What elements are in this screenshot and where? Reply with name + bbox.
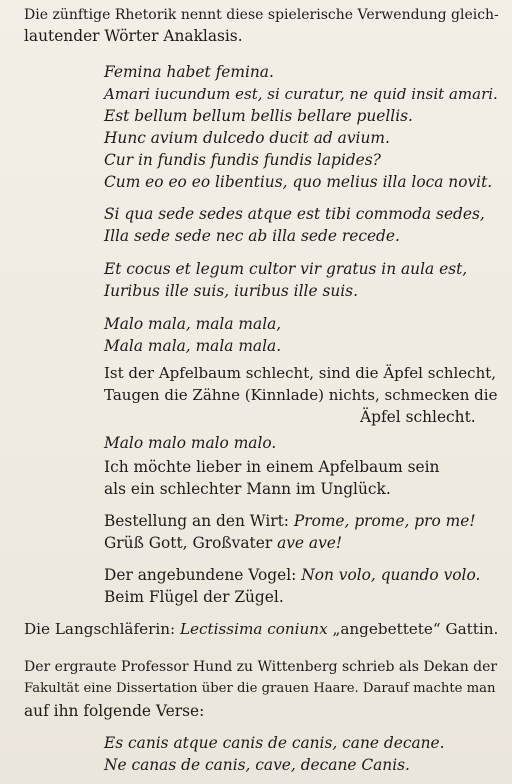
verse-line: Amari iucundum est, si curatur, ne quid insit amari. xyxy=(104,85,498,103)
verse-line: Ich möchte lieber in einem Apfelbaum sein xyxy=(104,458,440,476)
intro-line-1: Die zünftige Rhetorik nennt diese spielerische Verwendung gleich- xyxy=(24,7,499,23)
verse-line: Mala mala, mala mala. xyxy=(104,337,282,355)
langschlaeferin-suffix: „angebettete“ Gattin. xyxy=(327,620,499,638)
verse-line: Äpfel schlecht. xyxy=(360,408,476,426)
vogel-latin: Non volo, quando volo. xyxy=(301,566,481,584)
intro-line-2: lautender Wörter Anaklasis. xyxy=(24,27,243,45)
verse-line: Illa sede sede nec ab illa sede recede. xyxy=(104,227,400,245)
paragraph-line: Fakultät eine Dissertation über die grauen Haare. Darauf machte man xyxy=(24,681,496,696)
verse-line: Et cocus et legum cultor vir gratus in aula est, xyxy=(104,260,468,278)
verse-line: Malo malo malo malo. xyxy=(104,434,277,452)
verse-line: Si qua sede sedes atque est tibi commoda sedes, xyxy=(104,205,485,223)
wirt-line2-latin: ave ave! xyxy=(277,534,343,552)
verse-line: Femina habet femina. xyxy=(104,63,274,81)
verse-line: Malo mala, mala mala, xyxy=(104,315,282,333)
verse-line xyxy=(104,536,342,551)
verse-line: Ist der Apfelbaum schlecht, sind die Äpfel schlecht, xyxy=(104,364,497,382)
langschlaeferin-line xyxy=(24,622,498,637)
verse-line: Cur in fundis fundis fundis lapides? xyxy=(104,151,381,169)
wirt-latin: Prome, prome, pro me! xyxy=(293,512,476,530)
verse-line: Es canis atque canis de canis, cane decane. xyxy=(104,734,445,752)
verse-line: Beim Flügel der Zügel. xyxy=(104,588,284,606)
verse-line: Iuribus ille suis, iuribus ille suis. xyxy=(104,282,358,300)
vogel-prefix: Der angebundene Vogel: xyxy=(104,566,302,584)
verse-line: Taugen die Zähne (Kinnlade) nichts, schmecken die xyxy=(104,386,498,404)
langschlaeferin-latin: Lectissima coniunx xyxy=(179,620,328,638)
verse-line: Est bellum bellum bellis bellare puellis. xyxy=(104,107,413,125)
verse-line: Cum eo eo eo libentius, quo melius illa loca novit. xyxy=(104,173,493,191)
paragraph-line: auf ihn folgende Verse: xyxy=(24,702,205,720)
verse-line: Ne canas de canis, cave, decane Canis. xyxy=(104,756,410,774)
wirt-prefix: Bestellung an den Wirt: xyxy=(104,512,294,530)
wirt-line2-prefix: Grüß Gott, Großvater xyxy=(104,534,278,552)
verse-line xyxy=(104,514,476,529)
verse-line xyxy=(104,568,480,583)
verse-line: Hunc avium dulcedo ducit ad avium. xyxy=(104,129,390,147)
verse-line: als ein schlechter Mann im Unglück. xyxy=(104,480,391,498)
langschlaeferin-prefix: Die Langschläferin: xyxy=(24,620,180,638)
paragraph-line: Der ergraute Professor Hund zu Wittenberg schrieb als Dekan der xyxy=(24,659,498,675)
